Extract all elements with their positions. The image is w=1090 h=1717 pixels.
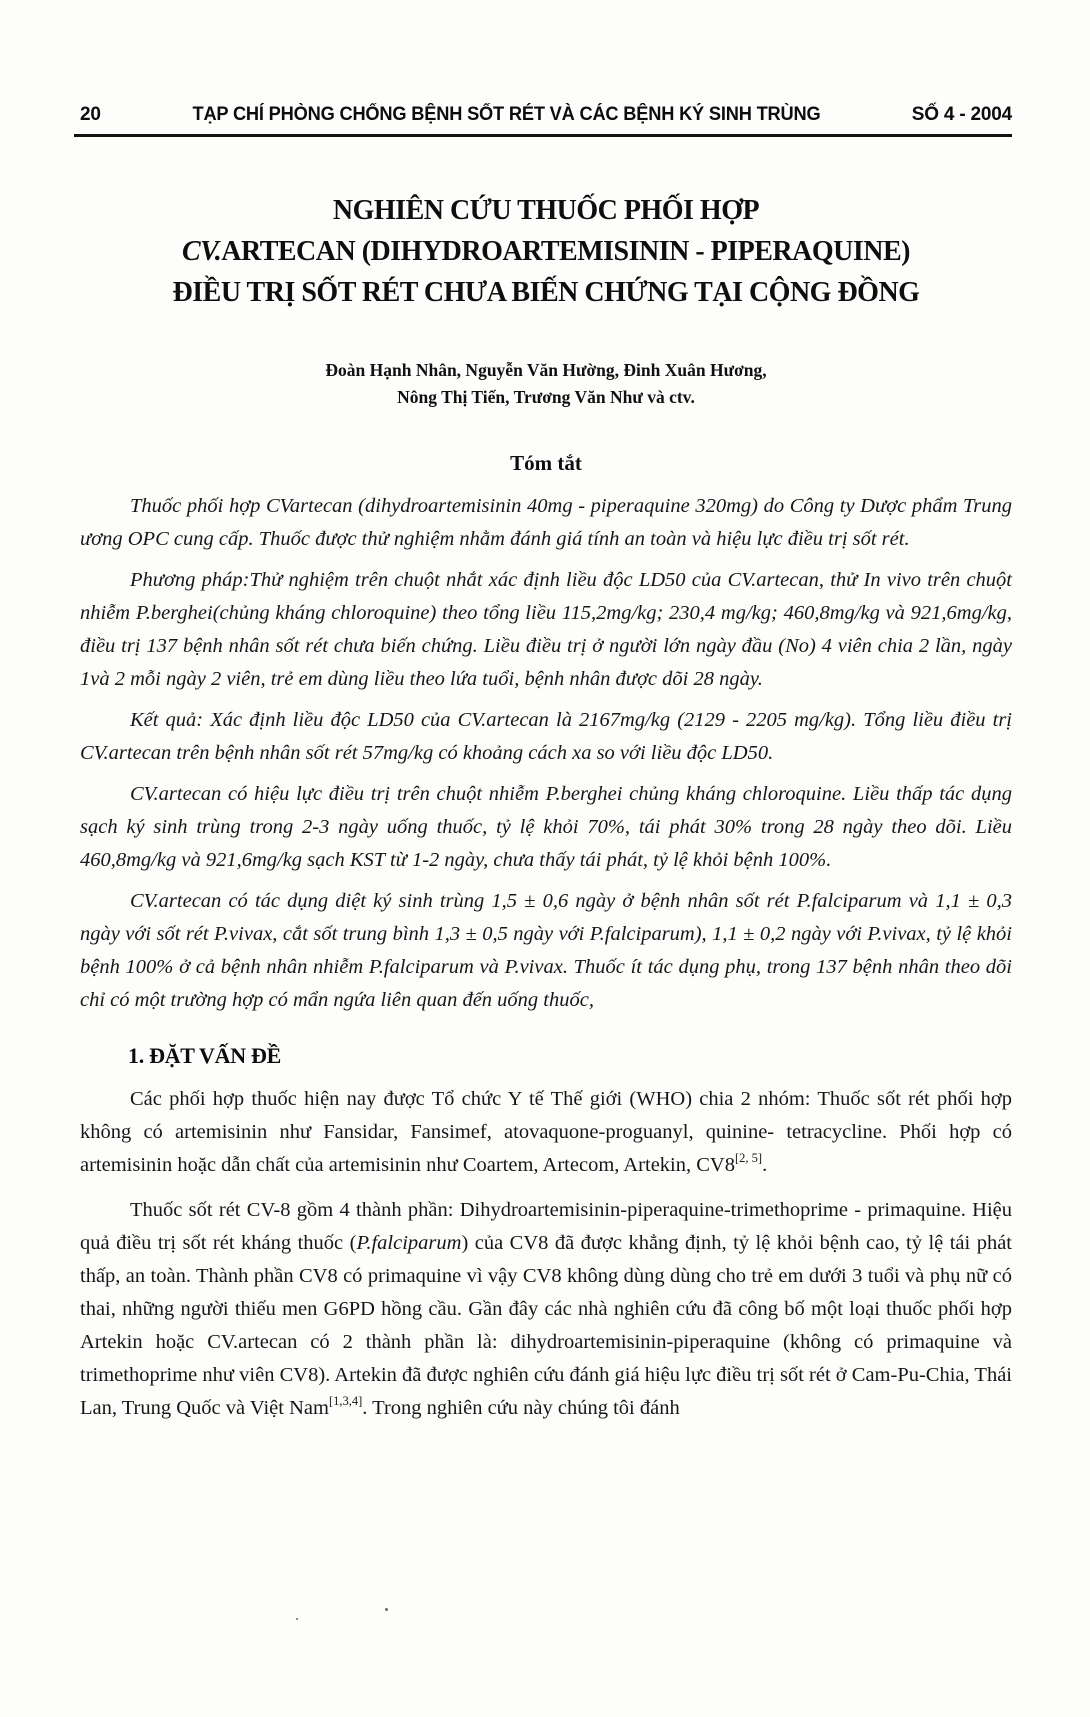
article-title-cv-prefix: CV.	[182, 236, 222, 267]
section-1-paragraph-2-tail: . Trong nghiên cứu này chúng tôi đánh	[362, 1397, 680, 1419]
abstract-paragraph-1: Thuốc phối hợp CVartecan (dihydroartemisinin 40mg - piperaquine 320mg) do Công ty Dược phẩm Trung ương OPC cung cấp. Thuốc được thử nghiệm nhằm đánh giá tính an toàn và hiệu lực điều trị sốt rét.	[80, 495, 1012, 550]
header-rule	[74, 134, 1012, 138]
scan-speck	[385, 1608, 388, 1611]
abstract-paragraph-5: CV.artecan có tác dụng diệt ký sinh trùng 1,5 ± 0,6 ngày ở bệnh nhân sốt rét P.falciparum và 1,1 ± 0,3 ngày với sốt rét P.vivax, cắt sốt trung bình 1,3 ± 0,5 ngày với P.falciparum), 1,1 ± 0,2 ngày với P.vivax, tỷ lệ khỏi bệnh 100% ở cả bệnh nhân nhiễm P.falciparum và P.vivax. Thuốc ít tác dụng phụ, trong 137 bệnh nhân theo dõi chỉ có một trường hợp có mẩn ngứa liên quan đến uống thuốc,	[80, 890, 1012, 1011]
authors-line2: Nông Thị Tiến, Trương Văn Như và ctv.	[397, 387, 695, 407]
section-1-paragraph-1-text: Các phối hợp thuốc hiện nay được Tổ chức Y tế Thế giới (WHO) chia 2 nhóm: Thuốc sốt rét phối hợp không có artemisinin như Fansidar, Fansimef, atovaquone-proguanyl, quinine- tetracycline. Phối hợp có artemisinin hoặc dẫn chất của artemisinin như Coartem, Artecom, Artekin, CV8	[80, 1088, 1012, 1176]
section-1-paragraph-1	[80, 1083, 1012, 1182]
article-title-line1: NGHIÊN CỨU THUỐC PHỐI HỢP	[332, 195, 760, 226]
authors-line1: Đoàn Hạnh Nhân, Nguyễn Văn Hường, Đinh Xuân Hương,	[325, 360, 767, 380]
abstract-paragraph-3: Kết quả: Xác định liều độc LD50 của CV.artecan là 2167mg/kg (2129 - 2205 mg/kg). Tổng liều điều trị CV.artecan trên bệnh nhân sốt rét 57mg/kg có khoảng cách xa so với liều độc LD50.	[80, 709, 1012, 764]
section-1-paragraph-1-tail: .	[762, 1154, 768, 1176]
article-title-line3: ĐIỀU TRỊ SỐT RÉT CHƯA BIẾN CHỨNG TẠI CỘNG ĐỒNG	[172, 277, 920, 308]
section-1-paragraph-2-lead: Thuốc sốt rét CV-8 gồm 4 thành phần: Dihydroartemisinin-piperaquine-trimethoprime - primaquine. Hiệu quả điều trị sốt rét kháng thuốc (	[80, 1199, 1012, 1254]
section-1-paragraph-2	[80, 1194, 1012, 1425]
issue-number: SỐ 4 - 2004	[911, 104, 1012, 125]
running-head	[80, 104, 1012, 126]
abstract-heading: Tóm tắt	[510, 451, 582, 475]
abstract-paragraph-4: CV.artecan có hiệu lực điều trị trên chuột nhiễm P.berghei chủng kháng chloroquine. Liều thấp tác dụng sạch ký sinh trùng trong 2-3 ngày uống thuốc, tỷ lệ khỏi 70%, tái phát 30% trong 28 ngày theo dõi. Liều 460,8mg/kg và 921,6mg/kg sạch KST từ 1-2 ngày, chưa thấy tái phát, tỷ lệ khỏi bệnh 100%.	[80, 783, 1012, 871]
journal-title: TẠP CHÍ PHÒNG CHỐNG BỆNH SỐT RÉT VÀ CÁC BỆNH KÝ SINH TRÙNG	[192, 104, 821, 125]
article-title-line2-rest: ARTECAN (DIHYDROARTEMISININ - PIPERAQUINE)	[221, 236, 910, 267]
reference-superscript-1: [2, 5]	[734, 1151, 763, 1165]
section-1-paragraph-2-mid: ) của CV8 đã được khẳng định, tỷ lệ khỏi bệnh cao, tỷ lệ tái phát thấp, an toàn. Thành phần CV8 có primaquine vì vậy CV8 không dùng dùng cho trẻ em dưới 3 tuổi và phụ nữ có thai, những người thiếu men G6PD hồng cầu. Gần đây các nhà nghiên cứu đã công bố một loại thuốc phối hợp Artekin hoặc CV.artecan có 2 thành phần là: dihydroartemisinin-piperaquine (không có primaquine và trimethoprime như viên CV8). Artekin đã được nghiên cứu đánh giá hiệu lực điều trị sốt rét ở Cam-Pu-Chia, Thái Lan, Trung Quốc và Việt Nam	[80, 1232, 1012, 1419]
scan-speck	[296, 1618, 298, 1620]
article-title	[80, 190, 1012, 313]
reference-superscript-2: [1,3,4]	[328, 1394, 363, 1408]
article-title-line2	[80, 231, 1012, 272]
section-1-heading: 1. ĐẶT VẤN ĐỀ	[128, 1043, 281, 1068]
page-number: 20	[80, 104, 101, 125]
authors-block	[80, 357, 1012, 411]
abstract-paragraph-2: Phương pháp:Thử nghiệm trên chuột nhắt xác định liều độc LD50 của CV.artecan, thử In vivo trên chuột nhiễm P.berghei(chủng kháng chloroquine) theo tổng liều 115,2mg/kg; 230,4 mg/kg; 460,8mg/kg và 921,6mg/kg, điều trị 137 bệnh nhân sốt rét chưa biến chứng. Liều điều trị ở người lớn ngày đầu (No) 4 viên chia 2 lần, ngày 1và 2 mỗi ngày 2 viên, trẻ em dùng liều theo lứa tuổi, bệnh nhân được dõi 28 ngày.	[80, 569, 1012, 690]
species-name-italic: P.falciparum	[356, 1232, 462, 1254]
